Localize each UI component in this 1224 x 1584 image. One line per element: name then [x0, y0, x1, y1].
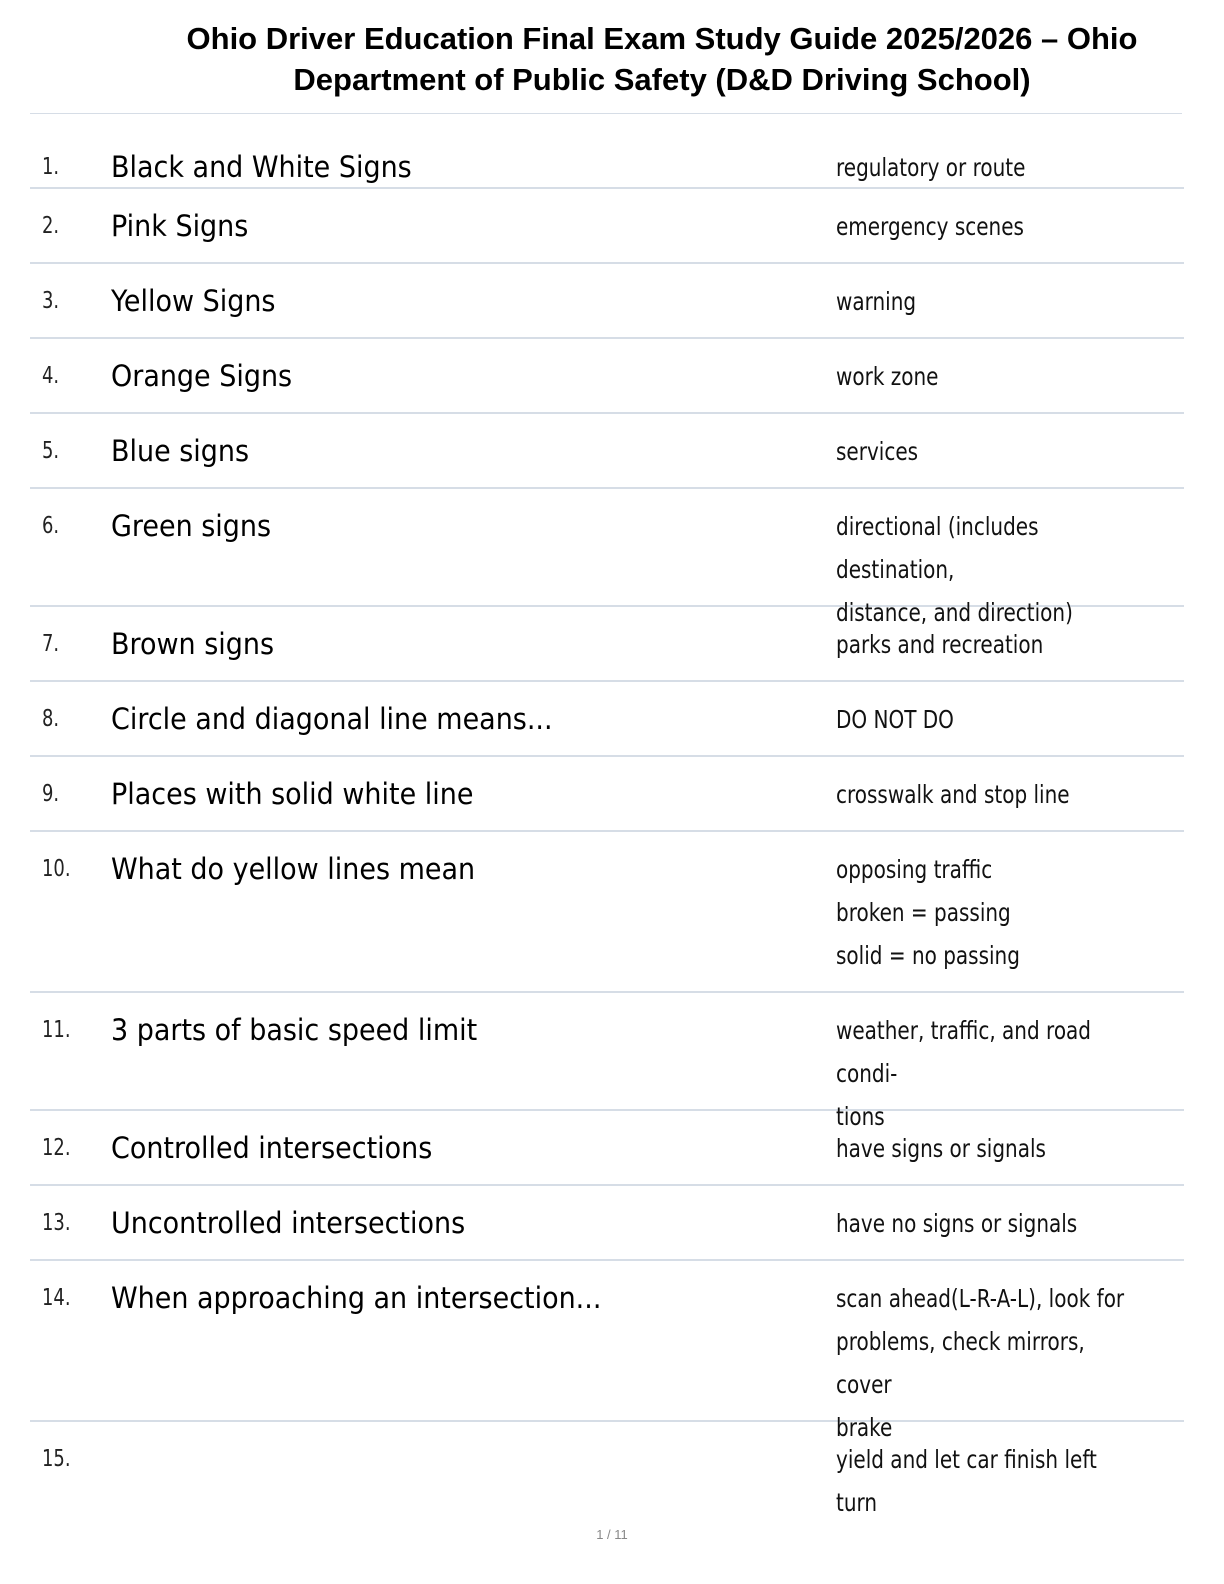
card-term: Orange Signs: [111, 359, 293, 393]
flashcard-row: [30, 264, 1184, 339]
card-number: 1.: [42, 154, 60, 180]
card-term: Circle and diagonal line means...: [111, 702, 553, 736]
card-definition: DO NOT DO: [836, 705, 954, 734]
card-definition: directional (includes destination, distance, and direction): [836, 512, 1073, 627]
card-number: 10.: [42, 856, 71, 882]
flashcard-row: [30, 189, 1184, 264]
card-number: 3.: [42, 288, 60, 314]
flashcard-list: [30, 130, 1184, 1517]
flashcard-row: [30, 832, 1184, 993]
flashcard-row: [30, 1111, 1184, 1186]
card-definition: parks and recreation: [836, 630, 1044, 659]
card-term: Brown signs: [111, 627, 275, 661]
card-term: Black and White Signs: [111, 150, 412, 184]
card-number: 5.: [42, 438, 60, 464]
card-number: 8.: [42, 706, 60, 732]
page-counter: 1 / 11: [596, 1527, 628, 1542]
flashcard-row: [30, 1422, 1184, 1517]
card-definition: work zone: [836, 362, 939, 391]
title-divider: [30, 113, 1182, 114]
card-number: 13.: [42, 1210, 71, 1236]
card-definition: crosswalk and stop line: [836, 780, 1070, 809]
card-term: Controlled intersections: [111, 1131, 433, 1165]
flashcard-row: [30, 1186, 1184, 1261]
card-term: Pink Signs: [111, 209, 249, 243]
card-number: 15.: [42, 1446, 71, 1472]
card-definition: have signs or signals: [836, 1134, 1046, 1163]
card-definition: weather, traffic, and road condi- tions: [836, 1016, 1091, 1131]
card-definition: warning: [836, 287, 917, 316]
card-definition: emergency scenes: [836, 212, 1024, 241]
card-number: 2.: [42, 213, 60, 239]
card-number: 11.: [42, 1017, 71, 1043]
flashcard-row: [30, 130, 1184, 189]
flashcard-row: [30, 489, 1184, 627]
card-definition: yield and let car finish left turn: [836, 1445, 1097, 1517]
flashcard-row: [30, 757, 1184, 832]
card-term: Green signs: [111, 509, 272, 543]
card-number: 7.: [42, 631, 60, 657]
card-number: 14.: [42, 1285, 71, 1311]
flashcard-row: [30, 682, 1184, 757]
card-definition: services: [836, 437, 919, 466]
card-number: 6.: [42, 513, 60, 539]
card-term: Uncontrolled intersections: [111, 1206, 466, 1240]
card-term: 3 parts of basic speed limit: [111, 1013, 478, 1047]
document-title: Ohio Driver Education Final Exam Study Guide 2025/2026 – Ohio Department of Public Safety (D&D Driving School): [186, 21, 1138, 97]
flashcard-row: [30, 607, 1184, 682]
flashcard-row: [30, 339, 1184, 414]
flashcard-row: [30, 414, 1184, 489]
card-term: What do yellow lines mean: [111, 852, 476, 886]
card-term: Yellow Signs: [111, 284, 276, 318]
card-definition: scan ahead(L-R-A-L), look for problems, check mirrors, cover brake: [836, 1284, 1125, 1442]
card-term: Places with solid white line: [111, 777, 474, 811]
card-definition: opposing traffic broken = passing solid = no passing: [836, 855, 1020, 970]
card-number: 9.: [42, 781, 60, 807]
flashcard-row: [30, 993, 1184, 1131]
card-term: Blue signs: [111, 434, 250, 468]
card-number: 12.: [42, 1135, 71, 1161]
card-definition: regulatory or route: [836, 153, 1026, 182]
card-number: 4.: [42, 363, 60, 389]
card-definition: have no signs or signals: [836, 1209, 1078, 1238]
card-term: When approaching an intersection...: [111, 1281, 602, 1315]
flashcard-row: [30, 1261, 1184, 1442]
